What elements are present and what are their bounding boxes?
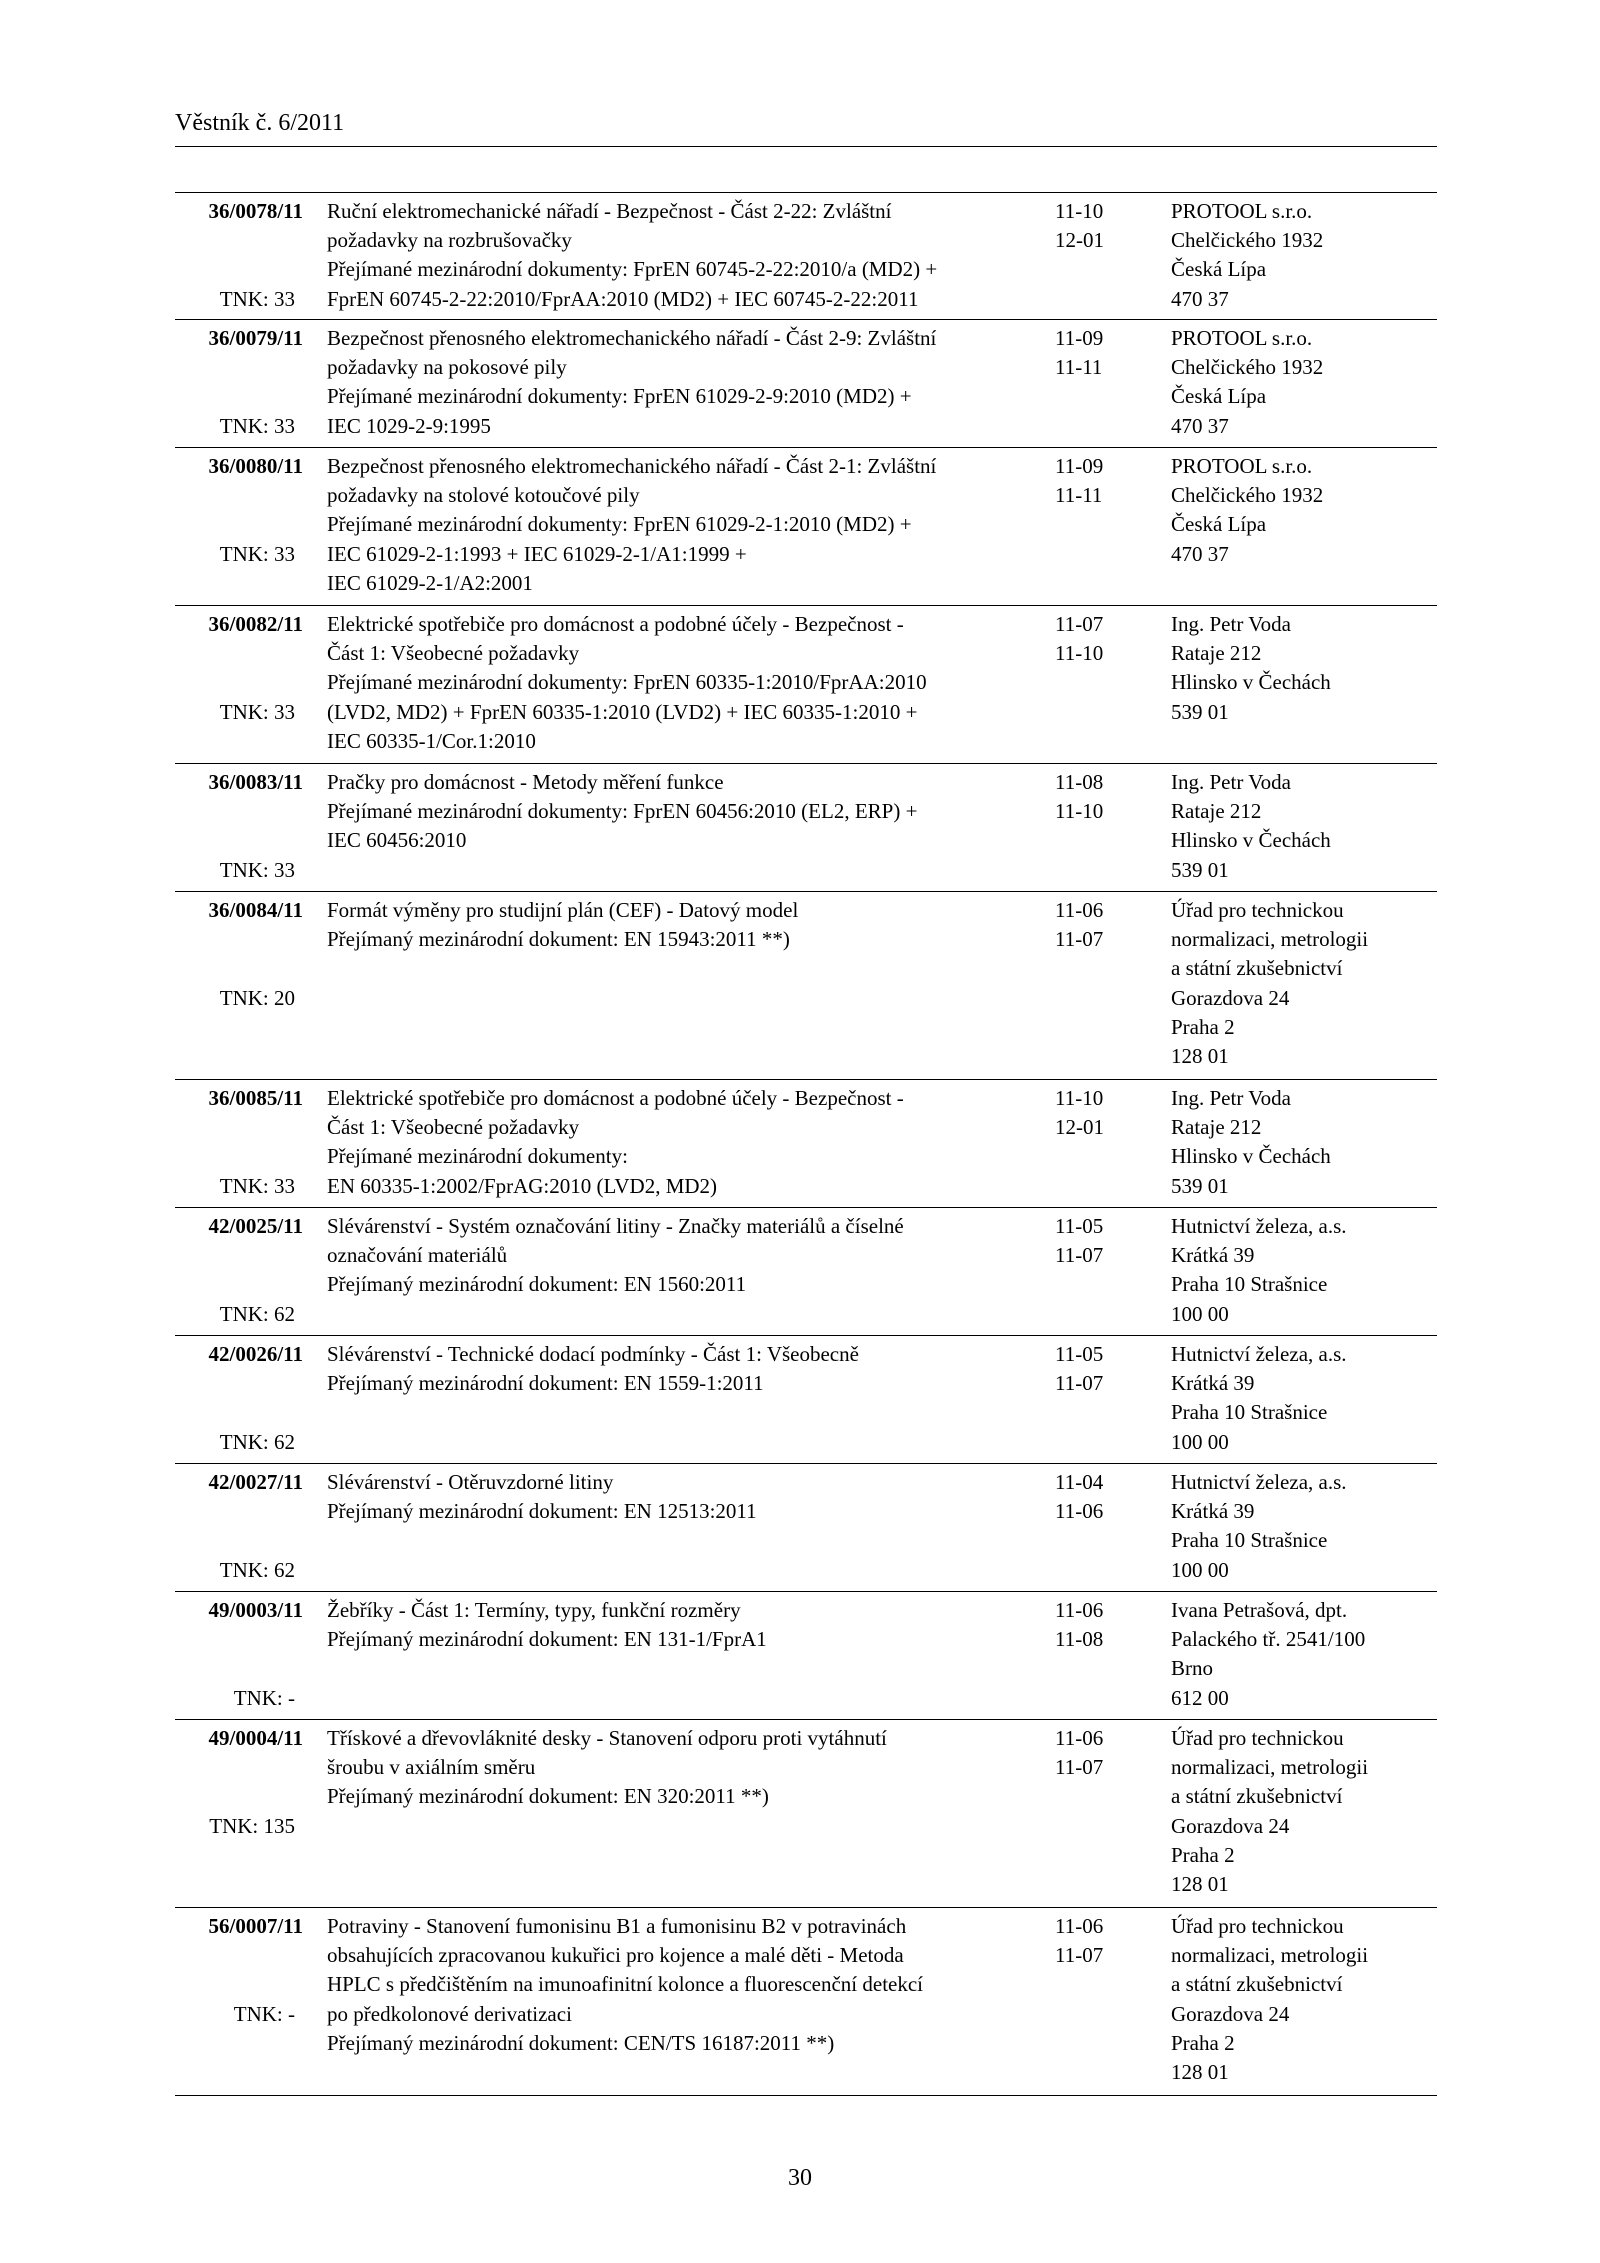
dates — [1055, 1468, 1145, 1526]
description-line: Přejímaný mezinárodní dokument: EN 131-1/FprA1 — [327, 1627, 767, 1652]
contact-line: Krátká 39 — [1171, 1243, 1255, 1268]
date-value: 11-06 — [1055, 1914, 1104, 1938]
table-row — [175, 1336, 1437, 1464]
contact-line: Hlinsko v Čechách — [1171, 828, 1331, 853]
description-line: IEC 60456:2010 — [327, 828, 467, 853]
contact-address — [1171, 610, 1437, 727]
contact-line: Praha 10 Strašnice — [1171, 1528, 1328, 1553]
contact-line: 470 37 — [1171, 413, 1229, 438]
table-row — [175, 1464, 1437, 1592]
dates — [1055, 324, 1145, 382]
contact-line: Česká Lípa — [1171, 512, 1267, 537]
contact-line: Palackého tř. 2541/100 — [1171, 1627, 1366, 1652]
contact-line: Gorazdova 24 — [1171, 985, 1290, 1010]
description-line: Přejímané mezinárodní dokumenty: FprEN 60335-1:2010/FprAA:2010 — [327, 670, 927, 695]
description-line: Přejímané mezinárodní dokumenty: FprEN 60456:2010 (EL2, ERP) + — [327, 799, 918, 824]
description-line: Pračky pro domácnost - Metody měření funkce — [327, 770, 724, 794]
standard-code: 36/0078/11 — [208, 199, 303, 223]
date-value: 11-11 — [1055, 355, 1103, 380]
contact-line: Gorazdova 24 — [1171, 2001, 1290, 2026]
contact-line: Gorazdova 24 — [1171, 1813, 1290, 1838]
contact-line: Česká Lípa — [1171, 257, 1267, 282]
date-value: 11-08 — [1055, 1627, 1104, 1652]
description-line: Elektrické spotřebiče pro domácnost a podobné účely - Bezpečnost - — [327, 612, 904, 636]
date-value: 11-07 — [1055, 927, 1104, 952]
contact-line: Rataje 212 — [1171, 1115, 1262, 1140]
description-line: EN 60335-1:2002/FprAG:2010 (LVD2, MD2) — [327, 1173, 718, 1198]
contact-line: Praha 2 — [1171, 1014, 1235, 1039]
description-line: označování materiálů — [327, 1243, 508, 1268]
dates — [1055, 768, 1145, 826]
table-row — [175, 606, 1437, 764]
contact-line: Hutnictví železa, a.s. — [1171, 1470, 1347, 1494]
contact-line: 539 01 — [1171, 857, 1229, 882]
tnk-label: TNK: 33 — [219, 700, 295, 724]
description-line: Přejímané mezinárodní dokumenty: FprEN 60745-2-22:2010/a (MD2) + — [327, 257, 938, 282]
tnk-label: TNK: 33 — [219, 414, 295, 438]
description-line: požadavky na stolové kotoučové pily — [327, 483, 640, 508]
contact-line: Úřad pro technickou — [1171, 1914, 1344, 1938]
table-row — [175, 764, 1437, 892]
description-line: Bezpečnost přenosného elektromechanického nářadí - Část 2-9: Zvláštní — [327, 326, 937, 350]
description-line: Třískové a dřevovláknité desky - Stanovení odporu proti vytáhnutí — [327, 1726, 887, 1750]
table-row — [175, 1080, 1437, 1208]
description-line: požadavky na pokosové pily — [327, 355, 567, 380]
description-line: Přejímaný mezinárodní dokument: EN 1559-1:2011 — [327, 1371, 764, 1396]
table-row — [175, 320, 1437, 448]
contact-line: 539 01 — [1171, 699, 1229, 724]
tnk-label: TNK: 20 — [219, 986, 295, 1010]
description-line: Bezpečnost přenosného elektromechanického nářadí - Část 2-1: Zvláštní — [327, 454, 937, 478]
contact-line: Hutnictví železa, a.s. — [1171, 1214, 1347, 1238]
tnk-label: TNK: 62 — [219, 1302, 295, 1326]
contact-line: PROTOOL s.r.o. — [1171, 454, 1313, 478]
contact-line: 128 01 — [1171, 2060, 1229, 2085]
date-value: 11-06 — [1055, 898, 1104, 922]
standards-table — [175, 192, 1437, 2096]
description-line: IEC 60335-1/Cor.1:2010 — [327, 728, 536, 753]
contact-address — [1171, 1468, 1437, 1585]
description-line: IEC 1029-2-9:1995 — [327, 413, 491, 438]
contact-line: normalizaci, metrologii — [1171, 927, 1369, 952]
date-value: 11-10 — [1055, 1086, 1104, 1110]
dates — [1055, 896, 1145, 954]
contact-line: 470 37 — [1171, 541, 1229, 566]
date-value: 11-09 — [1055, 326, 1104, 350]
tnk-label: TNK: 33 — [219, 287, 295, 311]
date-value: 11-06 — [1055, 1598, 1104, 1622]
contact-line: Praha 2 — [1171, 2030, 1235, 2055]
table-row — [175, 448, 1437, 606]
dates — [1055, 197, 1145, 255]
description-line: IEC 61029-2-1/A2:2001 — [327, 570, 533, 595]
standard-code: 36/0082/11 — [208, 612, 303, 636]
description-line: Slévárenství - Technické dodací podmínky - Část 1: Všeobecně — [327, 1342, 859, 1366]
standard-code: 36/0079/11 — [208, 326, 303, 350]
tnk-label: TNK: - — [233, 2002, 295, 2026]
standard-code: 49/0004/11 — [208, 1726, 303, 1750]
date-value: 11-04 — [1055, 1470, 1104, 1494]
tnk-label: TNK: 33 — [219, 858, 295, 882]
dates — [1055, 1596, 1145, 1654]
contact-line: Brno — [1171, 1656, 1213, 1681]
table-row — [175, 193, 1437, 320]
contact-line: normalizaci, metrologii — [1171, 1755, 1369, 1780]
contact-line: Hlinsko v Čechách — [1171, 670, 1331, 695]
description-line: Přejímaný mezinárodní dokument: EN 320:2011 **) — [327, 1784, 769, 1809]
description-line: (LVD2, MD2) + FprEN 60335-1:2010 (LVD2) + IEC 60335-1:2010 + — [327, 699, 918, 724]
date-value: 11-10 — [1055, 799, 1104, 824]
contact-line: Chelčického 1932 — [1171, 228, 1324, 253]
contact-line: 100 00 — [1171, 1429, 1229, 1454]
description-line: Elektrické spotřebiče pro domácnost a podobné účely - Bezpečnost - — [327, 1086, 904, 1110]
contact-address — [1171, 1340, 1437, 1457]
date-value: 11-08 — [1055, 770, 1104, 794]
contact-line: Praha 10 Strašnice — [1171, 1400, 1328, 1425]
date-value: 11-07 — [1055, 1371, 1104, 1396]
date-value: 11-07 — [1055, 1243, 1104, 1268]
description-line: Přejímaný mezinárodní dokument: EN 15943:2011 **) — [327, 927, 790, 952]
contact-line: 100 00 — [1171, 1557, 1229, 1582]
contact-line: 539 01 — [1171, 1173, 1229, 1198]
date-value: 11-07 — [1055, 612, 1104, 636]
contact-address — [1171, 1212, 1437, 1329]
description-line: Ruční elektromechanické nářadí - Bezpečnost - Část 2-22: Zvláštní — [327, 199, 892, 223]
standard-code: 36/0083/11 — [208, 770, 303, 794]
date-value: 11-07 — [1055, 1943, 1104, 1968]
description-line: Část 1: Všeobecné požadavky — [327, 641, 580, 666]
contact-line: Úřad pro technickou — [1171, 1726, 1344, 1750]
description-line: Přejímaný mezinárodní dokument: EN 12513:2011 — [327, 1499, 757, 1524]
contact-line: Ing. Petr Voda — [1171, 1086, 1291, 1110]
contact-line: Hlinsko v Čechách — [1171, 1144, 1331, 1169]
standard-code: 56/0007/11 — [208, 1914, 303, 1938]
description-line: Přejímané mezinárodní dokumenty: FprEN 61029-2-1:2010 (MD2) + — [327, 512, 912, 537]
tnk-label: TNK: 135 — [209, 1814, 295, 1838]
contact-line: PROTOOL s.r.o. — [1171, 326, 1313, 350]
contact-line: Krátká 39 — [1171, 1499, 1255, 1524]
contact-line: 100 00 — [1171, 1301, 1229, 1326]
description-line: IEC 61029-2-1:1993 + IEC 61029-2-1/A1:1999 + — [327, 541, 747, 566]
dates — [1055, 1212, 1145, 1270]
contact-address — [1171, 324, 1437, 441]
date-value: 11-09 — [1055, 454, 1104, 478]
contact-line: 470 37 — [1171, 286, 1229, 311]
contact-line: Hutnictví železa, a.s. — [1171, 1342, 1347, 1366]
description-line: Formát výměny pro studijní plán (CEF) - Datový model — [327, 898, 799, 922]
contact-line: Česká Lípa — [1171, 384, 1267, 409]
standard-code: 42/0026/11 — [208, 1342, 303, 1366]
description-line: Žebříky - Část 1: Termíny, typy, funkční rozměry — [327, 1598, 741, 1622]
description-line: Přejímaný mezinárodní dokument: EN 1560:2011 — [327, 1272, 747, 1297]
contact-address — [1171, 452, 1437, 569]
date-value: 11-05 — [1055, 1214, 1104, 1238]
description-line: Část 1: Všeobecné požadavky — [327, 1115, 580, 1140]
standard-code: 42/0025/11 — [208, 1214, 303, 1238]
standard-code: 42/0027/11 — [208, 1470, 303, 1494]
contact-line: a státní zkušebnictví — [1171, 956, 1343, 981]
description-line: šroubu v axiálním směru — [327, 1755, 536, 1780]
description-line: požadavky na rozbrušovačky — [327, 228, 572, 253]
contact-address — [1171, 1724, 1437, 1899]
contact-line: Ing. Petr Voda — [1171, 612, 1291, 636]
date-value: 12-01 — [1055, 1115, 1104, 1140]
contact-line: a státní zkušebnictví — [1171, 1784, 1343, 1809]
contact-line: 128 01 — [1171, 1872, 1229, 1897]
table-row — [175, 1720, 1437, 1908]
contact-address — [1171, 1596, 1437, 1713]
tnk-label: TNK: 62 — [219, 1430, 295, 1454]
standard-code: 36/0085/11 — [208, 1086, 303, 1110]
date-value: 11-06 — [1055, 1726, 1104, 1750]
contact-line: normalizaci, metrologii — [1171, 1943, 1369, 1968]
description-line: Slévárenství - Otěruvzdorné litiny — [327, 1470, 614, 1494]
dates — [1055, 1724, 1145, 1782]
standard-code: 36/0084/11 — [208, 898, 303, 922]
date-value: 11-06 — [1055, 1499, 1104, 1524]
date-value: 11-05 — [1055, 1342, 1104, 1366]
date-value: 11-07 — [1055, 1755, 1104, 1780]
tnk-label: TNK: 33 — [219, 542, 295, 566]
description-line: FprEN 60745-2-22:2010/FprAA:2010 (MD2) + IEC 60745-2-22:2011 — [327, 286, 919, 311]
contact-address — [1171, 768, 1437, 885]
contact-line: Krátká 39 — [1171, 1371, 1255, 1396]
description-line: Slévárenství - Systém označování litiny - Značky materiálů a číselné — [327, 1214, 904, 1238]
dates — [1055, 1084, 1145, 1142]
contact-line: a státní zkušebnictví — [1171, 1972, 1343, 1997]
standard-code: 36/0080/11 — [208, 454, 303, 478]
description-line: HPLC s předčištěním na imunoafinitní kolonce a fluorescenční detekcí — [327, 1972, 923, 1997]
description-line: Přejímané mezinárodní dokumenty: FprEN 61029-2-9:2010 (MD2) + — [327, 384, 912, 409]
contact-address — [1171, 896, 1437, 1071]
table-row — [175, 1208, 1437, 1336]
dates — [1055, 1340, 1145, 1398]
table-row — [175, 1592, 1437, 1720]
date-value: 11-10 — [1055, 641, 1104, 666]
contact-line: 612 00 — [1171, 1685, 1229, 1710]
dates — [1055, 452, 1145, 510]
contact-line: Ing. Petr Voda — [1171, 770, 1291, 794]
contact-line: Rataje 212 — [1171, 799, 1262, 824]
date-value: 12-01 — [1055, 228, 1104, 253]
contact-line: Rataje 212 — [1171, 641, 1262, 666]
contact-line: Praha 2 — [1171, 1842, 1235, 1867]
tnk-label: TNK: 62 — [219, 1558, 295, 1582]
contact-address — [1171, 1912, 1437, 2087]
date-value: 11-10 — [1055, 199, 1104, 223]
contact-address — [1171, 197, 1437, 314]
description-line: Přejímaný mezinárodní dokument: CEN/TS 16187:2011 **) — [327, 2030, 835, 2055]
contact-line: PROTOOL s.r.o. — [1171, 199, 1313, 223]
contact-line: Chelčického 1932 — [1171, 355, 1324, 380]
header-divider — [175, 146, 1437, 147]
contact-address — [1171, 1084, 1437, 1201]
description-line: po předkolonové derivatizaci — [327, 2001, 572, 2026]
page-number: 30 — [788, 2165, 812, 2191]
contact-line: Chelčického 1932 — [1171, 483, 1324, 508]
contact-line: Úřad pro technickou — [1171, 898, 1344, 922]
description-line: Potraviny - Stanovení fumonisinu B1 a fumonisinu B2 v potravinách — [327, 1914, 907, 1938]
dates — [1055, 610, 1145, 668]
table-row — [175, 892, 1437, 1080]
standard-code: 49/0003/11 — [208, 1598, 303, 1622]
dates — [1055, 1912, 1145, 1970]
description-line: Přejímané mezinárodní dokumenty: — [327, 1144, 628, 1169]
description-line: obsahujících zpracovanou kukuřici pro kojence a malé děti - Metoda — [327, 1943, 904, 1968]
date-value: 11-11 — [1055, 483, 1103, 508]
contact-line: Praha 10 Strašnice — [1171, 1272, 1328, 1297]
contact-line: Ivana Petrašová, dpt. — [1171, 1598, 1348, 1622]
tnk-label: TNK: 33 — [219, 1174, 295, 1198]
tnk-label: TNK: - — [233, 1686, 295, 1710]
contact-line: 128 01 — [1171, 1044, 1229, 1069]
table-row — [175, 1908, 1437, 2096]
page-header: Věstník č. 6/2011 — [175, 110, 345, 136]
